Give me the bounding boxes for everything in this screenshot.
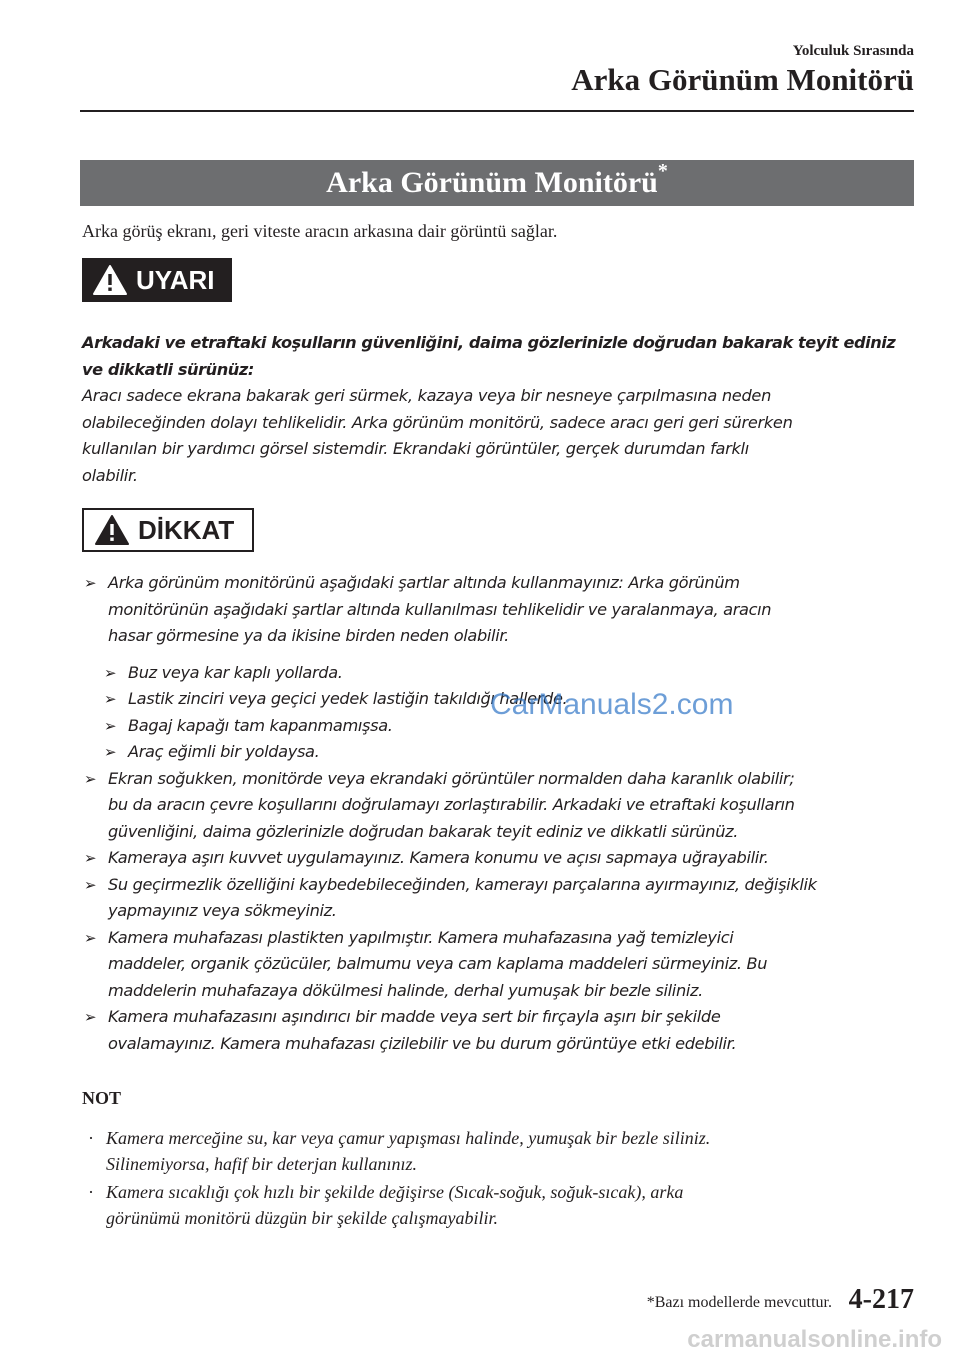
warning-text <box>82 330 918 489</box>
availability-mark: * <box>657 160 668 182</box>
list-item-line: bu da aracın çevre koşullarını doğrulamayı zorlaştırabilir. Arkadaki ve etraftaki koşulların <box>108 795 795 814</box>
bullet-dot-icon: · <box>88 1182 94 1202</box>
arrow-bullet-icon: ➢ <box>104 716 117 735</box>
section-title: Arka Görünüm Monitörü <box>571 62 914 97</box>
note-item-line: görünümü monitörü düzgün bir şekilde çalışmayabilir. <box>106 1207 498 1228</box>
list-item-line: hasar görmesine ya da ikisine birden neden olabilir. <box>108 626 509 645</box>
sub-list-item-text: Buz veya kar kaplı yollarda. <box>128 662 343 682</box>
header-rule <box>80 110 914 112</box>
list-item <box>82 766 918 846</box>
arrow-bullet-icon: ➢ <box>84 769 97 788</box>
warning-plain-line: olabilir. <box>82 465 138 485</box>
bullet-dot-icon: · <box>88 1128 94 1148</box>
arrow-bullet-icon: ➢ <box>84 849 97 867</box>
arrow-bullet-icon: ➢ <box>84 875 97 894</box>
chapter-title: Yolculuk Sırasında <box>792 43 914 59</box>
list-item-line: Su geçirmezlik özelliğini kaybedebileceğinden, kamerayı parçalarına ayırmayınız, değişiklik <box>108 874 817 894</box>
warning-label: UYARI <box>136 264 215 295</box>
list-item <box>82 570 918 650</box>
watermark-text: CarManuals2.com <box>490 688 734 721</box>
note-heading: NOT <box>82 1088 122 1108</box>
sub-list-item-text: Araç eğimli bir yoldaysa. <box>128 742 320 761</box>
arrow-bullet-icon: ➢ <box>104 690 117 708</box>
arrow-bullet-icon: ➢ <box>84 928 97 947</box>
list-item <box>82 925 918 1005</box>
running-header <box>571 42 914 98</box>
list-item-line: maddeler, organik çözücüler, balmumu veya cam kaplama maddeleri sürmeyiniz. Bu <box>108 954 768 973</box>
warning-triangle-icon <box>94 514 130 546</box>
page-title: Arka Görünüm Monitörü <box>326 166 658 199</box>
note-item-line: Kamera merceğine su, kar veya çamur yapışması halinde, yumuşak bir bezle siliniz. <box>106 1128 711 1148</box>
arrow-bullet-icon: ➢ <box>84 574 97 592</box>
warning-plain-line: Aracı sadece ekrana bakarak geri sürmek, kazaya veya bir nesneye çarpılmasına neden <box>82 386 772 405</box>
list-item-line: Kamera muhafazası plastikten yapılmıştır. Kamera muhafazasına yağ temizleyici <box>108 927 734 947</box>
list-item-line: maddelerin muhafazaya dökülmesi halinde, derhal yumuşak bir bezle siliniz. <box>108 980 703 1000</box>
site-footer-link[interactable]: carmanualsonline.info <box>687 1326 942 1353</box>
sub-list-item <box>82 660 918 687</box>
list-item <box>82 1004 918 1057</box>
warning-plain-line: olabileceğinden dolayı tehlikelidir. Arka görünüm monitörü, sadece aracı geri geri sürerken <box>82 412 793 432</box>
warning-badge <box>82 258 232 302</box>
list-item-line: güvenliğini, daima gözlerinizle doğrudan bakarak teyit ediniz ve dikkatli sürünüz. <box>108 821 739 841</box>
page-number: 4-217 <box>848 1284 914 1315</box>
list-item-line: Arka görünüm monitörünü aşağıdaki şartlar altında kullanmayınız: Arka görünüm <box>108 573 740 592</box>
list-item-line: Kameraya aşırı kuvvet uygulamayınız. Kamera konumu ve açısı sapmaya uğrayabilir. <box>108 848 769 867</box>
note-item-line: Silinemiyorsa, hafif bir deterjan kullanınız. <box>106 1153 417 1174</box>
sub-list-item-text: Lastik zinciri veya geçici yedek lastiğin takıldığı hallerde. <box>128 689 568 708</box>
arrow-bullet-icon: ➢ <box>84 1008 97 1026</box>
footnote: *Bazı modellerde mevcuttur. <box>646 1294 832 1311</box>
page-title-band <box>80 160 914 206</box>
caution-badge <box>82 508 254 552</box>
note-item <box>82 1180 918 1231</box>
warning-bold-line: Arkadaki ve etraftaki koşulların güvenliğini, daima gözlerinizle doğrudan bakarak teyit ediniz <box>82 333 896 352</box>
list-item-line: Ekran soğukken, monitörde veya ekrandaki görüntüler normalden daha karanlık olabilir; <box>108 768 795 788</box>
note-item-line: Kamera sıcaklığı çok hızlı bir şekilde değişirse (Sıcak-soğuk, soğuk-sıcak), arka <box>106 1182 684 1202</box>
arrow-bullet-icon: ➢ <box>104 663 117 682</box>
sub-list-item <box>82 739 918 766</box>
caution-label: DİKKAT <box>138 514 235 545</box>
list-item-line: Kamera muhafazasını aşındırıcı bir madde veya sert bir fırçayla aşırı bir şekilde <box>108 1007 721 1026</box>
warning-bold-line: ve dikkatli sürünüz: <box>82 359 254 379</box>
intro-text: Arka görüş ekranı, geri viteste aracın arkasına dair görüntü sağlar. <box>82 221 558 241</box>
caution-list <box>82 570 918 1057</box>
warning-triangle-icon <box>92 264 128 296</box>
arrow-bullet-icon: ➢ <box>104 743 117 761</box>
note-item <box>82 1126 918 1177</box>
list-item-line: monitörünün aşağıdaki şartlar altında kullanılması tehlikelidir ve yaralanmaya, aracın <box>108 599 772 619</box>
warning-plain-line: kullanılan bir yardımcı görsel sistemdir. Ekrandaki görüntüler, gerçek durumdan farklı <box>82 439 749 458</box>
note-list <box>82 1126 918 1234</box>
list-item-line: yapmayınız veya sökmeyiniz. <box>108 901 337 920</box>
list-item <box>82 845 918 872</box>
list-item-line: ovalamayınız. Kamera muhafazası çizilebilir ve bu durum görüntüye etki edebilir. <box>108 1033 737 1053</box>
sub-list-item-text: Bagaj kapağı tam kapanmamışsa. <box>128 715 393 735</box>
list-item <box>82 872 918 925</box>
